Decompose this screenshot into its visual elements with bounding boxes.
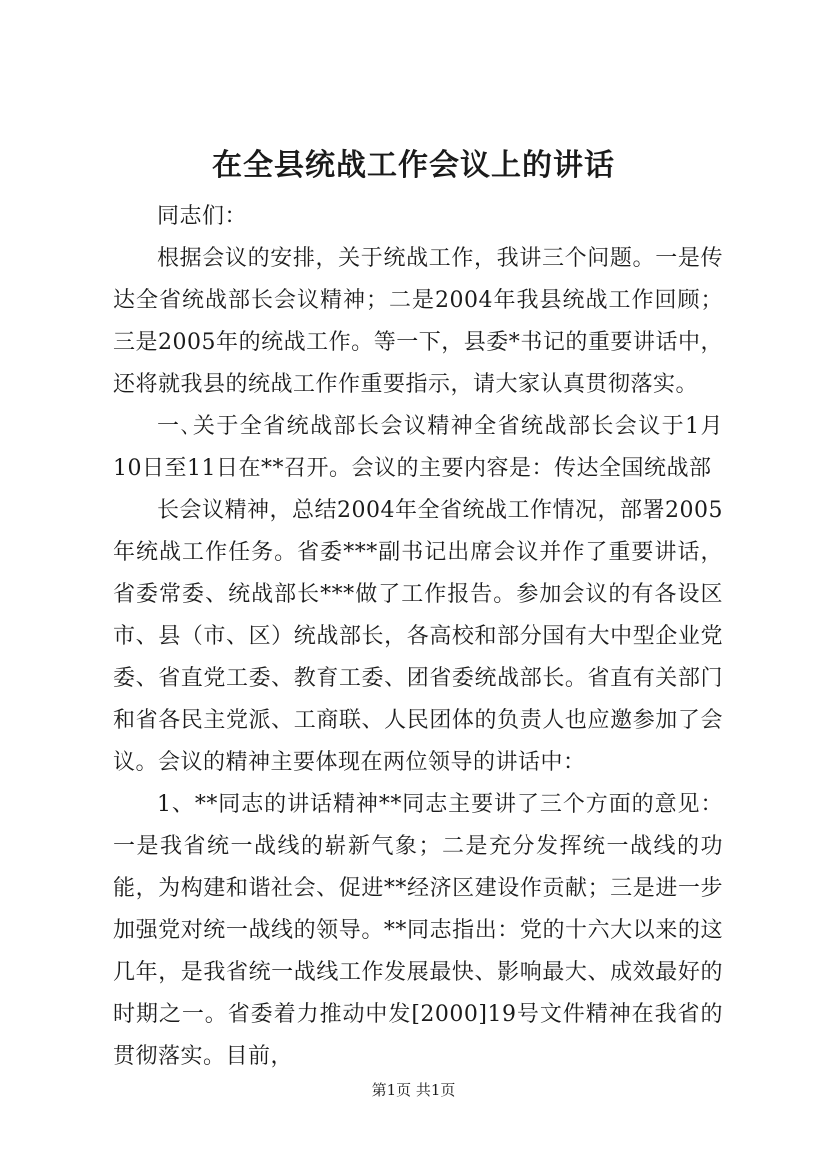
document-body [113,196,723,1078]
document-title: 在全县统战工作会议上的讲话 [212,148,615,183]
paragraph-speech-one: 1、**同志的讲话精神**同志主要讲了三个方面的意见：一是我省统一战线的崭新气象；二是充分发挥统一战线的功能，为构建和谐社会、促进**经济区建设作贡献；三是进一步加强党对统一战线的领导。**同志指出：党的十六大以来的这几年，是我省统一战线工作发展最快、影响最大、成效最好的时期之一。省委着力推动中发[2000]19号文件精神在我省的贯彻落实。目前， [113,792,723,1069]
paragraph-intro: 根据会议的安排，关于统战工作，我讲三个问题。一是传达全省统战部长会议精神；二是2004年我县统战工作回顾；三是2005年的统战工作。等一下，县委*书记的重要讲话中，还将就我县的统战工作作重要指示，请大家认真贯彻落实。 [113,246,723,397]
page-footer [0,1078,827,1102]
paragraph-greeting: 同志们： [157,204,248,229]
paragraph-meeting-details: 长会议精神，总结2004年全省统战工作情况，部署2005年统战工作任务。省委***副书记出席会议并作了重要讲话，省委常委、统战部长***做了工作报告。参加会议的有各设区市、县（市、区）统战部长，各高校和部分国有大中型企业党委、省直党工委、教育工委、团省委统战部长。省直有关部门和省各民主党派、工商联、人民团体的负责人也应邀参加了会议。会议的精神主要体现在两位领导的讲话中： [113,498,723,775]
paragraph-section-one: 一､关于全省统战部长会议精神全省统战部长会议于1月10日至11日在**召开。会议的主要内容是：传达全国统战部 [113,414,723,481]
page-number: 第1页 共1页 [371,1081,456,1099]
